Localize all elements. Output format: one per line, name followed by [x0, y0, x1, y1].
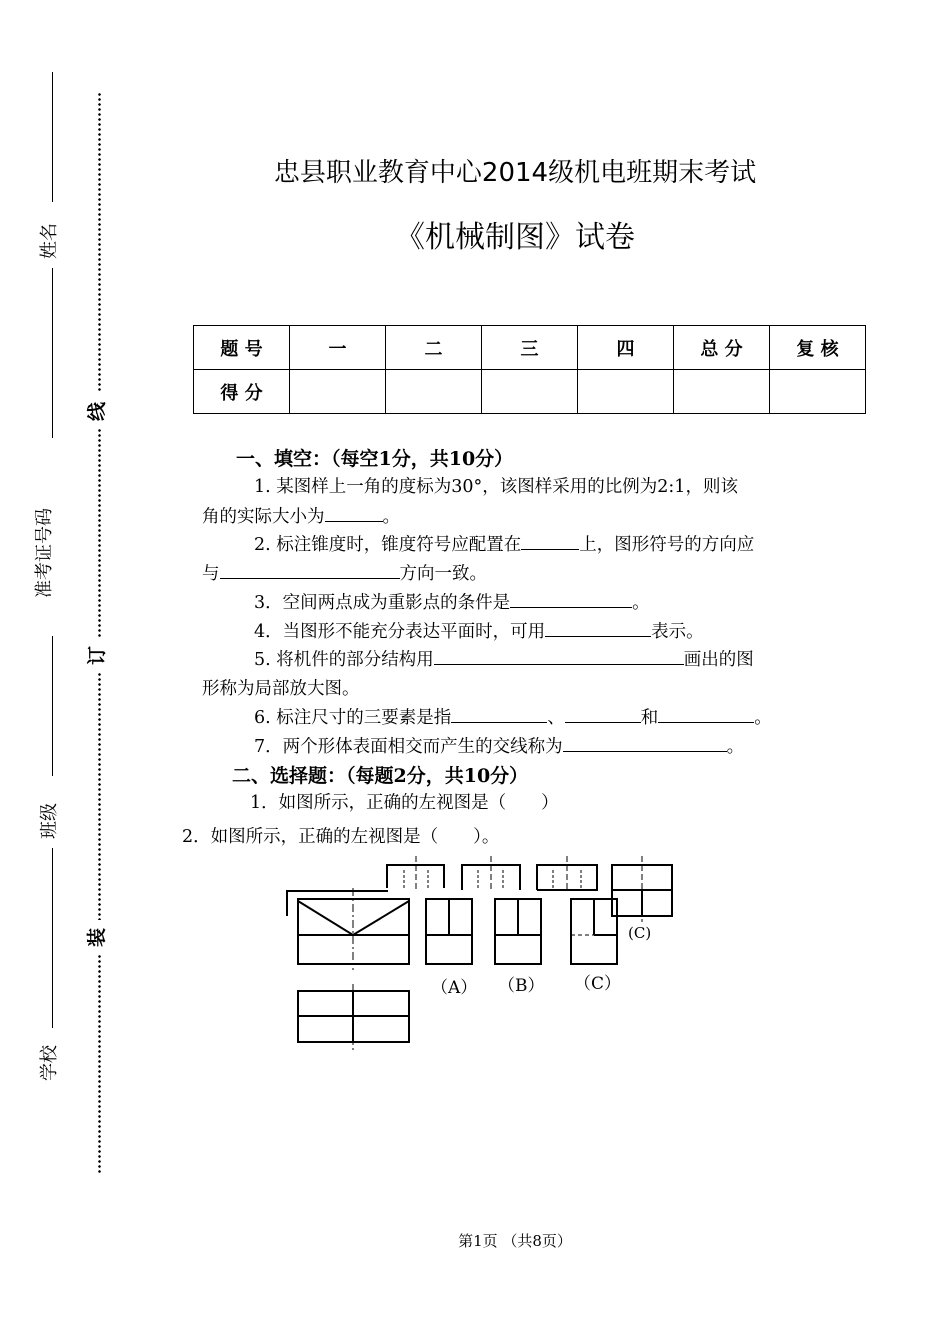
option-b-view	[495, 899, 541, 964]
option-strip-view	[462, 856, 520, 892]
question-text: 5. 将机件的部分结构用	[254, 650, 434, 670]
question-text: 方向一致。	[399, 564, 487, 584]
class-label: 班级	[39, 803, 60, 839]
section-1-heading: 一、填空：（每空1分，共10分）	[236, 448, 514, 470]
question-5-line-2: 形称为局部放大图。	[202, 679, 360, 699]
exam-title: 忠县职业教育中心2014级机电班期末考试	[273, 158, 757, 188]
table-cell: 总 分	[674, 326, 770, 370]
option-strip-view	[537, 856, 597, 892]
option-c-view	[571, 899, 617, 964]
choice-question-1: 1．如图所示，正确的左视图是（ ）	[250, 793, 559, 813]
exam-subtitle: 《机械制图》试卷	[395, 220, 635, 255]
question-text: 画出的图	[683, 650, 754, 670]
option-b-label[interactable]: （B）	[498, 976, 545, 996]
name-label: 姓名	[39, 223, 60, 259]
question-text: 与	[202, 564, 220, 584]
question-1-line-1: 1. 某图样上一角的度标为30°，该图样采用的比例为2:1，则该	[254, 477, 738, 497]
question-text: 4．当图形不能充分表达平面时，可用	[254, 622, 546, 642]
table-cell: 题 号	[194, 326, 290, 370]
school-label: 学校	[39, 1045, 60, 1081]
period: 。	[632, 593, 650, 613]
binding-char-xian: 线	[86, 401, 109, 422]
question-text: 表示。	[651, 622, 704, 642]
table-cell: 复 核	[770, 326, 866, 370]
page-footer: 第1页 （共8页）	[458, 1232, 572, 1250]
table-cell: 二	[386, 326, 482, 370]
separator: 和	[640, 708, 659, 728]
period: 。	[726, 737, 745, 757]
option-c-small-label: (C)	[628, 924, 652, 942]
table-cell: 三	[482, 326, 578, 370]
question-text: 角的实际大小为	[202, 507, 325, 527]
binding-char-ding: 订	[86, 645, 109, 666]
table-cell: 得 分	[194, 370, 290, 414]
choice-question-2: 2．如图所示，正确的左视图是（ ）。	[182, 827, 500, 847]
top-view	[298, 984, 409, 1050]
front-view	[298, 888, 409, 970]
option-a-label[interactable]: （A）	[431, 978, 478, 998]
section-2-heading: 二、选择题：（每题2分，共10分）	[232, 765, 529, 787]
option-a-view	[426, 899, 472, 964]
question-text: 6. 标注尺寸的三要素是指	[254, 708, 452, 728]
option-strip-view	[287, 856, 444, 916]
question-text: 7．两个形体表面相交而产生的交线称为	[254, 737, 563, 757]
table-cell: 一	[290, 326, 386, 370]
exam-number-label: 准考证号码	[34, 508, 55, 598]
period: 。	[382, 507, 400, 527]
separator: 、	[547, 708, 565, 728]
binding-char-zhuang: 装	[86, 927, 109, 948]
question-text: 3．空间两点成为重影点的条件是	[254, 593, 511, 613]
option-c-label[interactable]: （C）	[574, 974, 622, 994]
option-strip-view	[612, 856, 672, 922]
table-cell: 四	[578, 326, 674, 370]
question-text: 上，图形符号的方向应	[579, 535, 755, 555]
question-text: 2. 标注锥度时，锥度符号应配置在	[254, 535, 522, 555]
period: 。	[754, 708, 772, 728]
